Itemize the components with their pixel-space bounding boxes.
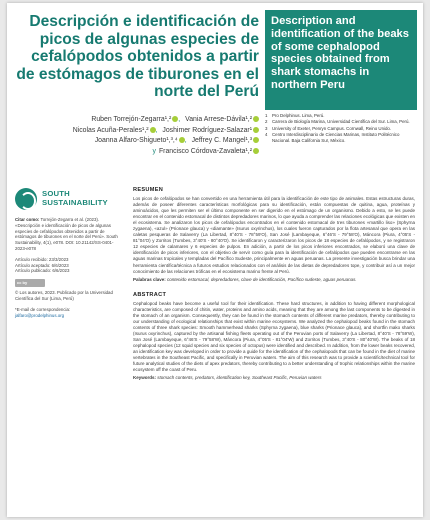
journal-logo[interactable] [15,186,135,212]
affiliation-item: 2 Carrera de Biología Marina, Universidad Científica del Sur. Lima, Perú. [265,119,410,125]
orcid-icon[interactable] [179,137,185,143]
author-name[interactable]: Joshimer Rodríguez-Salazar¹ [162,126,252,134]
author-list [15,115,259,157]
paper-page [7,3,423,517]
article-info-sidebar [15,217,123,323]
license-block: cc by © Los autores, 2023. Publicado por la Universidad Científica del Sur (Lima, Perú) [15,280,113,301]
correspondence-email-link[interactable]: jalfaro@prodelphinus.org [15,312,65,318]
orcid-icon[interactable] [150,127,156,133]
author-line: Ruben Torrejón-Zegarra¹,² , Vania Arrese-Dávila¹,² [15,115,259,126]
keywords-spanish: Palabras clave: contenido estomacal, depredadores, clave de identificación, Pacífico sudeste, aguas peruanas. [133,276,357,282]
author-name[interactable]: Jeffrey C. Mangel¹,³ [191,137,252,145]
orcid-icon[interactable] [253,127,259,133]
author-line: Joanna Alfaro-Shigueto¹,³,⁴ , Jeffrey C. Mangel¹,³ [15,136,259,147]
orcid-icon[interactable] [253,137,259,143]
resumen-text: Los picos de cefalópodos se han convertido en una herramienta útil para la identificación de este tipo de animales. Estas estructuras duras, además de poseer diferentes características morfológicas para su identificación, están compuestas de quitina, agua, proteínas y aminoácidos, que les permiten ser el último componente en ser digerido en el estómago de un organismo. Debido a esto, se les puede encontrar en el contenido estomacal de distintos depredadores marinos, lo que ayuda a comprender las relaciones ecológicas que existen en el ecosistema. Se analizaron los picos de cefalópodos encontrados en el contenido estomacal de tres tiburones «martillo liso» (Sphyrna zygaena), «azul» (Prionace glauca) y «diamante» (Isurus oxyrinchus), los cuales fueron capturados por la flota artesanal que opera en las caletas pesqueras de Salaverry (La Libertad, 8°40'S - 78°59'O), San José (Lambayeque, 6°46'S - 79°58'O), Máncora (Piura, 4°05'S - 81°04'O) y Zorritos (Tumbes, 3°40'S - 80°40'O). Se identificaron y caracterizaron los picos de 18 especies de cefalópodos, y se registraron 12 especies de calamares y 6 especies de pulpos. En adición, a partir de los picos inferiores encontrados, se elaboró una clave de identificación de picos inferiores, con el objetivo de servir como guía para la identificación de cefalópodos que pueden encontrarse en las aguas marinas tropicales y templadas del Pacífico Sudeste, principalmente en aguas peruanas. La presente investigación busca brindar una herramienta científica/técnica a futuros estudios relacionados con el análisis de las dietas de depredadores tope, y contribuir así a un mejor conocimiento de las relaciones tróficas en el ecosistema marino frente al Perú. [133,196,415,274]
keywords-english: Keywords: stomach contents, predators, identification key, Southeast Pacific, Peruvian waters [133,375,322,381]
abstract-text: Cephalopod beaks have become a useful tool for their identification. These hard structures, in addition to having different morphological characteristics, are composed of chitin, water, proteins and amino acids, meaning that they are among the last components to be digested in the stomach of an organism. Consequently, they can be found in the stomach contents of different marine predators, thereby contributing to our understanding of ecological relationships that exist within marine ecosystems. We analyzed the cephalopod beaks found in the stomach contents of three shark species: Smooth hammerhead sharks (Sphyrna zygaena), blue sharks (Prionace glauca), and shortfin mako sharks (Isurus oxyrinchus), captured by the artisanal fishing fleets operating out of the Peruvian ports of Salaverry (La Libertad, 8°40'S - 78°59'W), San José (Lambayeque, 6°46'S - 79°58'W), Máncora (Piura, 4°05'S - 81°04'W) and Zorritos (Tumbes, 3°40'S - 80°40'W). The beaks of 18 cephalopod species (12 squid species and six species of octopus) were identified and described. In addition, from the lower beaks recovered, an identification key was developed in order to provide a guide for the identification of the cephalopods that can be found in the diet of marine vertebrates in the Southeast Pacific, and specifically in Peruvian waters. The aim of this research was to provide a scientific/technical tool for future analytical studies of the diets of apex predators, thereby contributing to a better understanding of trophic relationships within the marine ecosystem off the coast of Peru. [133,300,415,373]
author-name[interactable]: Francisco Córdova-Zavaleta¹,² [158,147,252,155]
author-name[interactable]: Nicolas Acuña-Perales¹,² [72,126,149,134]
abstract-heading: ABSTRACT [133,291,167,298]
author-name[interactable]: Ruben Torrejón-Zegarra¹,² [91,116,172,123]
journal-name: SOUTH SUSTAINABILITY [42,189,108,207]
resumen-heading: RESUMEN [133,187,164,193]
affiliation-item: 4 Centro Interdisciplinario de Ciencias Marinas, Instituto Politécnico Nacional. Baja California Sur, México. [265,132,400,143]
cc-license-icon[interactable]: cc by [15,279,45,287]
journal-logo-icon [15,188,37,210]
citation-block: Citar como: Torrejón-Zegarra et al. (2023). «Descripción e identificación de picos de algunas especies de cefalópodos obtenidos a partir de estómagos de tiburones en el norte del Perú». South Sustainability, 4(1), e078. DOI: 10.21142/SS-0401-2023-e078 [15,217,118,251]
author-line: y Francisco Córdova-Zavaleta¹,² [15,147,259,158]
title-spanish: Descripción e identificación de picos de algunas especies de cefalópodos obtenidos a partir de estómagos de tiburones en el norte del Perú [16,13,259,100]
author-name[interactable]: Joanna Alfaro-Shigueto¹,³,⁴ [94,137,178,145]
affiliation-item: 1 Pro Delphinus. Lima, Perú. [265,113,325,118]
author-name[interactable]: Vania Arrese-Dávila¹,² [185,116,252,123]
orcid-icon[interactable] [253,116,259,122]
affiliations [265,113,417,144]
correspondence-block: *E-mail de correspondencia: jalfaro@prodelphinus.org [15,307,123,319]
title-english-box [265,10,417,110]
author-line: Nicolas Acuña-Perales¹,² , Joshimer Rodríguez-Salazar¹ [15,126,259,137]
title-english: Description and identification of the beaks of some cephalopod species obtained from shark stomachs in northern Peru [271,15,409,91]
dates-block: Artículo recibido: 23/3/2023 Artículo aceptado: 6/6/2023 Artículo publicado: 6/6/2023 [15,256,70,274]
orcid-icon[interactable] [253,148,259,154]
affiliation-item: 3 University of Exeter, Penryn Campus. Cornwall, Reino Unido. [265,125,392,131]
main-column [133,187,415,381]
